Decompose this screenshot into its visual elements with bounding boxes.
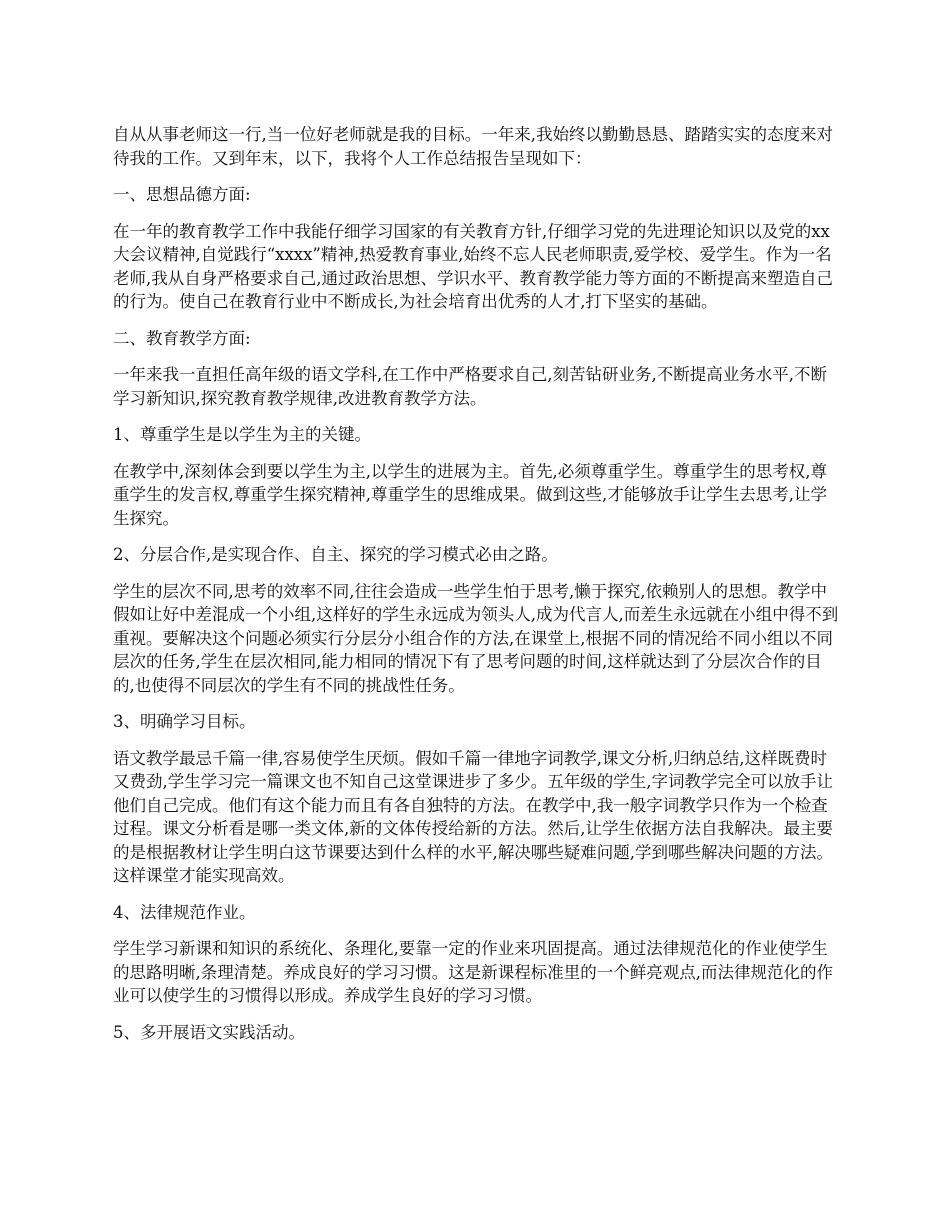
subheading-standard-homework: 4、法律规范作业。 <box>113 902 256 922</box>
subheading-learning-goals: 3、明确学习目标。 <box>113 712 256 731</box>
section-heading-teaching: 二、教育教学方面: <box>113 328 251 348</box>
intro-paragraph: 自从从事老师这一行,当一位好老师就是我的目标。一年来,我始终以勤勤恳恳、踏踏实实的态度来对待我的工作。又到年末，以下，我将个人工作总结报告呈现如下： <box>113 125 833 168</box>
ideology-paragraph: 在一年的教育教学工作中我能仔细学习国家的有关教育方针,仔细学习党的先进理论知识以及党的xx大会议精神,自觉践行“xxxx”精神,热爱教育事业,始终不忘人民老师职责,爱学校、爱学生。作为一名老师,我从自身严格要求自己,通过政治思想、学识水平、教育教学能力等方面的不断提高来塑造自己的行为。使自己在教育行业中不断成长,为社会培育出优秀的人才,打下坚实的基础。 <box>113 221 833 311</box>
subheading-practice-activities: 5、多开展语文实践活动。 <box>113 1022 305 1042</box>
tiered-cooperation-paragraph: 学生的层次不同,思考的效率不同,往往会造成一些学生怕于思考,懒于探究,依赖别人的思想。教学中假如让好中差混成一个小组,这样好的学生永远成为领头人,成为代言人,而差生永远就在小组中得不到重视。要解决这个问题必须实行分层分小组合作的方法,在课堂上,根据不同的情况给不同小组以不同层次的任务,学生在层次相同,能力相同的情况下有了思考问题的时间,这样就达到了分层次合作的目的,也使得不同层次的学生有不同的挑战性任务。 <box>113 581 839 695</box>
teaching-paragraph: 一年来我一直担任高年级的语文学科,在工作中严格要求自己,刻苦钻研业务,不断提高业务水平,不断学习新知识,探究教育教学规律,改进教育教学方法。 <box>113 365 827 408</box>
learning-goals-paragraph: 语文教学最忌千篇一律,容易使学生厌烦。假如千篇一律地字词教学,课文分析,归纳总结,这样既费时又费劲,学生学习完一篇课文也不知自己这堂课进步了多少。五年级的学生,字词教学完全可以放手让他们自己完成。他们有这个能力而且有各自独特的方法。在教学中,我一般字词教学只作为一个检查过程。课文分析看是哪一类文体,新的文体传授给新的方法。然后,让学生依据方法自我解决。最主要的是根据教材让学生明白这节课要达到什么样的水平,解决哪些疑难问题,学到哪些解决问题的方法。这样课堂才能实现高效。 <box>113 748 833 885</box>
standard-homework-paragraph: 学生学习新课和知识的系统化、条理化,要靠一定的作业来巩固提高。通过法律规范化的作业使学生的思路明晰,条理清楚。养成良好的学习习惯。这是新课程标准里的一个鲜亮观点,而法律规范化的作业可以使学生的习惯得以形成。养成学生良好的学习习惯。 <box>113 939 833 1005</box>
subheading-respect-students: 1、尊重学生是以学生为主的关键。 <box>113 425 371 444</box>
document-body <box>113 123 840 1057</box>
respect-students-paragraph: 在教学中,深刻体会到要以学生为主,以学生的进展为主。首先,必须尊重学生。尊重学生的思考权,尊重学生的发言权,尊重学生探究精神,尊重学生的思维成果。做到这些,才能够放手让学生去思考,让学生探究。 <box>113 461 827 528</box>
subheading-tiered-cooperation: 2、分层合作,是实现合作、自主、探究的学习模式必由之路。 <box>113 545 558 564</box>
section-heading-ideology: 一、思想品德方面: <box>113 185 251 204</box>
